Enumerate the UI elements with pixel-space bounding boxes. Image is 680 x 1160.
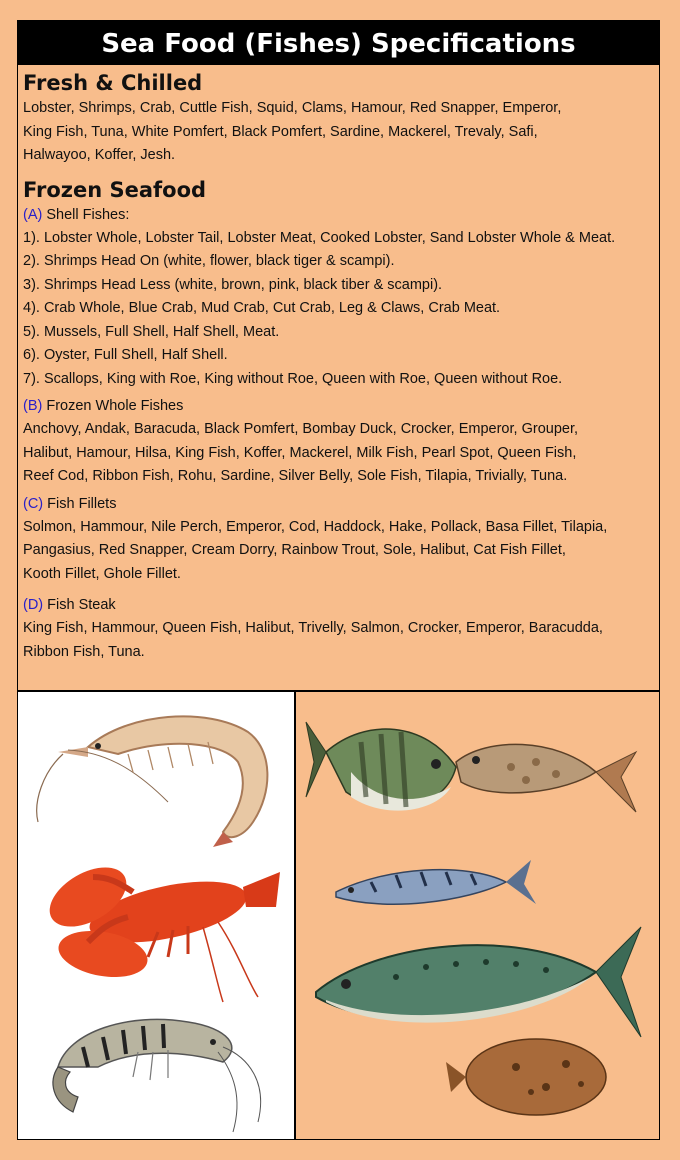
salmon-image — [316, 927, 641, 1037]
fresh-heading: Fresh & Chilled — [23, 71, 203, 95]
frozen-heading: Frozen Seafood — [23, 177, 207, 202]
steak-heading — [23, 594, 659, 617]
whole-label: Frozen Whole Fishes — [42, 398, 184, 414]
mackerel-image — [336, 860, 536, 904]
page-title: Sea Food (Fishes) Specifications — [18, 21, 659, 65]
fillets-letter: (C) — [23, 495, 44, 512]
flounder-image — [446, 1039, 606, 1115]
shell-letter: (A) — [23, 206, 43, 223]
whole-heading — [23, 395, 659, 418]
tiger-prawn-image — [53, 1019, 261, 1132]
shell-item: 6). Oyster, Full Shell, Half Shell. — [23, 347, 228, 363]
steak-label: Fish Steak — [43, 597, 116, 613]
shell-item: 2). Shrimps Head On (white, flower, black tiger & scampi). — [23, 253, 395, 269]
whole-list: Anchovy, Andak, Baracuda, Black Pomfert, Bombay Duck, Crocker, Emperor, Grouper, Halibut, Hamour, Hilsa, King Fish, Koffer, Mackerel, Milk Fish, Pearl Spot, Queen Fish, Reef Cod, Ribbon Fish, Rohu, Sardine, Silver Belly, Sole Fish, Tilapia, Trivially, Tuna. — [23, 421, 579, 484]
steak-letter: (D) — [23, 597, 44, 613]
lobster-image — [40, 855, 280, 1002]
shell-item: 4). Crab Whole, Blue Crab, Mud Crab, Cut Crab, Leg & Claws, Crab Meat. — [23, 300, 501, 316]
spec-content — [23, 69, 659, 664]
shell-label: Shell Fishes: — [42, 206, 130, 223]
fillets-heading — [23, 493, 659, 516]
fillets-label: Fish Fillets — [43, 495, 117, 512]
fish-images — [296, 692, 659, 1139]
shell-heading — [23, 204, 659, 227]
fresh-list: Lobster, Shrimps, Crab, Cuttle Fish, Squid, Clams, Hamour, Red Snapper, Emperor, King Fish, Tuna, White Pomfert, Black Pomfert, Sardine, Mackerel, Trevaly, Safi, Halwayoo, Koffer, Jesh. — [23, 100, 562, 163]
steak-list: King Fish, Hammour, Queen Fish, Halibut, Trivelly, Salmon, Crocker, Emperor, Baracudda, Ribbon Fish, Tuna. — [23, 620, 603, 660]
shell-item: 7). Scallops, King with Roe, King without Roe, Queen with Roe, Queen without Roe. — [23, 370, 563, 387]
spec-sheet — [17, 20, 660, 1140]
grouper-image — [456, 744, 636, 812]
shrimp-image — [37, 716, 268, 847]
shell-item: 1). Lobster Whole, Lobster Tail, Lobster Meat, Cooked Lobster, Sand Lobster Whole & Meat. — [23, 229, 616, 246]
whole-letter: (B) — [23, 398, 43, 414]
shell-item: 3). Shrimps Head Less (white, brown, pink, black tiber & scampi). — [23, 276, 443, 293]
shell-item: 5). Mussels, Full Shell, Half Shell, Meat. — [23, 323, 280, 340]
shellfish-images — [18, 692, 296, 1139]
pomfret-image — [306, 722, 456, 811]
fillets-list: Solmon, Hammour, Nile Perch, Emperor, Cod, Haddock, Hake, Pollack, Basa Fillet, Tilapia, Pangasius, Red Snapper, Cream Dorry, Rainbow Trout, Sole, Halibut, Cat Fish Fillet, Kooth Fillet, Ghole Fillet. — [23, 518, 608, 582]
